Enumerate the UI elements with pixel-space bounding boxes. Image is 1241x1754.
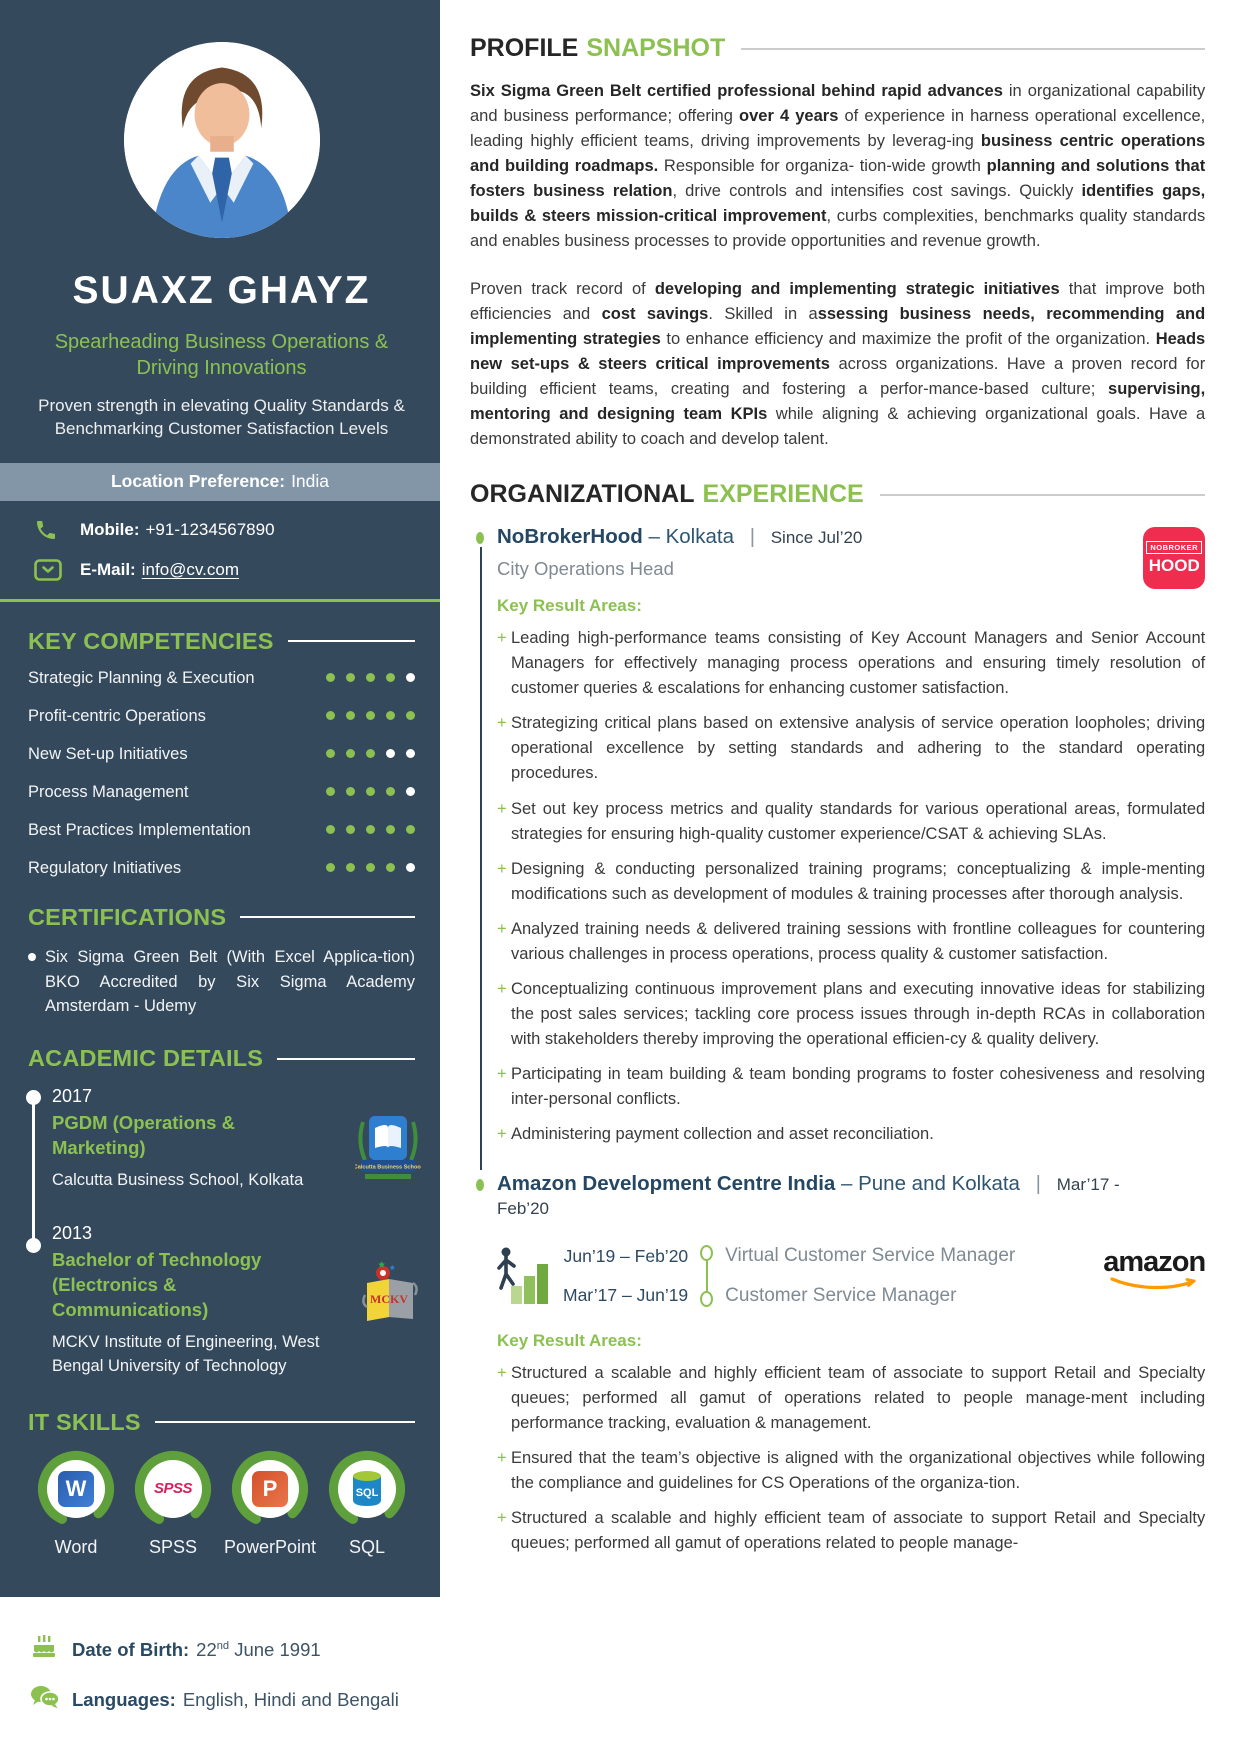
bullet-text: Conceptualizing continuous improvement plans and executing innovative ideas for stabilizing the post sales services; tackling core process issues through in-depth RCAs in collaboration with stakeholders thereby improving the operational efficien-cy & quality delivery.	[511, 980, 1206, 1049]
bullet-text: Structured a scalable and highly efficient team of associate to support Retail and Specialty queues; performed all gamut of operations related to people manage-	[511, 1508, 1206, 1552]
profile-paragraph-1: Six Sigma Green Belt certified professional behind rapid advances in organizational capability and business performance; offering over 4 years of experience in harness operational excellence, leading highly efficient teams, driving improvements by leverag-ing business centric operations and building roadmaps. Responsible for organiza- tion-wide growth planning and solutions that fosters business relation, drive controls and intensifies cost savings. Quickly identifies gaps, builds & steers mission-critical improvement, curbs complexities, benchmarks quality standards and enables business processes to provide opportunities and revenue growth.	[470, 82, 1206, 251]
kra-bullet	[497, 797, 1205, 847]
phone-icon	[34, 517, 64, 543]
sql-icon	[338, 1460, 396, 1518]
kra-bullet	[497, 1062, 1205, 1112]
academic-school: MCKV Institute of Engineering, West Bengal University of Technology	[52, 1332, 320, 1375]
career-growth-icon	[497, 1238, 551, 1315]
main-column	[440, 0, 1241, 1754]
contact-block	[34, 517, 415, 583]
it-skills-header	[28, 1409, 415, 1436]
separator: |	[1035, 1171, 1041, 1195]
plus-bullet-icon: +	[497, 799, 507, 818]
key-result-areas-label: Key Result Areas:	[497, 596, 642, 616]
skill-label: Word	[54, 1536, 98, 1557]
academic-year: 2013	[52, 1222, 93, 1243]
svg-text:SQL: SQL	[355, 1486, 379, 1499]
timeline-dot	[26, 1090, 41, 1105]
job-period: Since Jul’20	[770, 528, 863, 548]
kra-bullet	[497, 626, 1205, 701]
plus-bullet-icon: +	[497, 714, 507, 733]
location-value: India	[291, 471, 330, 492]
candidate-name: SUAXZ GHAYZ	[72, 269, 371, 312]
competency-row	[28, 669, 415, 688]
academic-item	[52, 1223, 415, 1379]
kra-bullet	[497, 977, 1205, 1052]
languages-row	[30, 1684, 430, 1715]
plus-bullet-icon: +	[497, 1363, 507, 1382]
nobrokerhood-logo: NOBROKER HOOD	[1143, 527, 1205, 589]
location-preference-bar	[0, 463, 440, 501]
connector-circle-icon	[700, 1291, 713, 1307]
role-connector	[700, 1245, 713, 1307]
company-location: – Pune and Kolkata	[841, 1171, 1020, 1195]
envelope-icon	[34, 557, 64, 583]
kra-bullet	[497, 1506, 1205, 1556]
job-amazon	[470, 1172, 1205, 1557]
skill-label: PowerPoint	[223, 1536, 317, 1557]
kra-bullet	[497, 1122, 1205, 1147]
header-rule	[240, 916, 415, 918]
plus-bullet-icon: +	[497, 980, 507, 999]
competency-row	[28, 859, 415, 878]
company-name: NoBrokerHood	[497, 525, 643, 549]
plus-bullet-icon: +	[497, 1508, 507, 1527]
key-result-areas-list	[497, 1361, 1205, 1557]
competency-rating-dots	[315, 859, 415, 877]
competency-rating-dots	[315, 783, 415, 801]
competency-label: Best Practices Implementation	[28, 820, 251, 839]
mobile-row	[34, 517, 415, 543]
chat-bubbles-icon	[30, 1684, 60, 1715]
organizational-experience-header	[470, 480, 1205, 509]
skill-label: SQL	[348, 1536, 386, 1557]
sidebar-divider	[0, 599, 440, 602]
bullet-text: Set out key process metrics and quality standards for various operational areas, formulated strategies for ensuring high-quality customer experience/CSAT & achieving SLAs.	[511, 799, 1206, 843]
profile-heading-dark: PROFILE	[470, 34, 579, 62]
dob-value: 22nd June 1991	[196, 1638, 321, 1660]
academic-school: Calcutta Business School, Kolkata	[52, 1171, 304, 1190]
plus-bullet-icon: +	[497, 629, 507, 648]
academic-degree: PGDM (Operations & Marketing)	[52, 1112, 235, 1159]
dob-row	[30, 1633, 430, 1666]
email-link[interactable]: info@cv.com	[141, 559, 239, 579]
timeline-rail	[480, 547, 482, 1169]
competency-rating-dots	[315, 669, 415, 687]
bullet-text: Analyzed training needs & delivered training sessions with frontline colleagues for countering various challenges in process operations, process quality & customer satisfaction.	[511, 919, 1206, 963]
dob-label: Date of Birth:	[72, 1638, 190, 1660]
competency-rating-dots	[315, 821, 415, 839]
skill-powerpoint	[222, 1450, 318, 1558]
plus-bullet-icon: +	[497, 919, 507, 938]
skill-sql	[319, 1450, 415, 1558]
company-name: Amazon Development Centre India	[497, 1171, 836, 1195]
company-line	[497, 1172, 1125, 1220]
languages-label: Languages:	[72, 1688, 176, 1710]
role-title: Virtual Customer Service Manager	[725, 1245, 1016, 1266]
mckv-logo	[359, 1261, 421, 1328]
languages-value: English, Hindi and Bengali	[182, 1688, 399, 1710]
bullet-text: Designing & conducting personalized training programs; conceptualizing & imple-menting modifications such as development of modules & training processes after thorough analysis.	[511, 859, 1206, 903]
job-header	[497, 525, 1205, 580]
mobile-value: +91-1234567890	[145, 519, 275, 539]
job-role: City Operations Head	[497, 558, 674, 580]
location-label: Location Preference:	[110, 471, 286, 492]
it-skills-list	[28, 1450, 415, 1558]
key-competencies-header	[28, 628, 415, 655]
plus-bullet-icon: +	[497, 859, 507, 878]
company-line	[497, 525, 1125, 549]
skill-word	[28, 1450, 124, 1558]
kra-bullet	[497, 1361, 1205, 1436]
job-header	[497, 1172, 1205, 1220]
avatar-illustration	[124, 42, 320, 238]
role-period: Jun’19 – Feb’20	[563, 1246, 689, 1266]
profile-photo-wrap	[28, 42, 415, 243]
plus-bullet-icon: +	[497, 1065, 507, 1084]
bullet-text: Structured a scalable and highly efficient team of associate to support Retail and Specialty queues; performed all gamut of operations related to people manage-ment including performance tracking, evaluation & management.	[511, 1363, 1206, 1432]
academic-details-title: ACADEMIC DETAILS	[28, 1045, 264, 1072]
profile-snapshot-header	[470, 34, 1205, 63]
spss-icon: SPSS	[144, 1460, 202, 1518]
left-column	[0, 0, 440, 1754]
kra-bullet	[497, 1446, 1205, 1496]
competency-list	[28, 669, 415, 878]
key-result-areas-label: Key Result Areas:	[497, 1330, 642, 1350]
profile-paragraph-2: Proven track record of developing and implementing strategic initiatives that improve both efficiencies and cost savings. Skilled in assessing business needs, recommending and implementing strategies to enhance efficiency and maximize the profit of the organization. Heads new set-ups & steers critical improvements across organizations. Have a proven record for building efficient teams, creating and fostering a perfor-mance-based culture; supervising, mentoring and designing team KPIs while aligning & achieving organizational goals. Have a demonstrated ability to coach and develop talent.	[470, 279, 1206, 449]
academic-item	[52, 1086, 421, 1193]
avatar	[124, 42, 320, 238]
competency-row	[28, 745, 415, 764]
bullet-text: Administering payment collection and asset reconciliation.	[511, 1125, 934, 1144]
svg-text:Calcutta Business School: Calcutta Business School	[355, 1164, 421, 1171]
competency-label: Profit-centric Operations	[28, 706, 206, 725]
timeline-dot	[476, 1179, 484, 1191]
header-rule	[880, 494, 1206, 496]
bullet-text: Participating in team building & team bonding programs to foster cohesiveness and resolving inter-personal conflicts.	[511, 1065, 1206, 1109]
competency-label: Process Management	[28, 782, 189, 801]
experience-heading-dark: ORGANIZATIONAL	[470, 480, 695, 509]
kra-bullet	[497, 711, 1205, 786]
connector-circle-icon	[700, 1245, 713, 1261]
powerpoint-icon: P	[241, 1460, 299, 1518]
experience-heading-green: EXPERIENCE	[702, 480, 864, 509]
certifications-title: CERTIFICATIONS	[28, 903, 227, 930]
role-dates	[563, 1246, 688, 1306]
subtitle: Proven strength in elevating Quality Standards & Benchmarking Customer Satisfaction Levels	[38, 396, 405, 438]
word-icon: W	[47, 1460, 105, 1518]
competency-row	[28, 783, 415, 802]
job-nobrokerhood	[470, 525, 1205, 1147]
kra-bullet	[497, 857, 1205, 907]
bullet-text: Leading high-performance teams consisting of Key Account Managers and Senior Account Managers for effectively managing process operations and ensuring timely resolution of customer queries & escalations for enhancing customer satisfaction.	[511, 629, 1206, 698]
skill-label: SPSS	[148, 1536, 198, 1557]
academic-details-header	[28, 1045, 415, 1072]
it-skills-title: IT SKILLS	[28, 1408, 141, 1435]
sidebar	[0, 0, 440, 1597]
kra-bullet	[497, 917, 1205, 967]
header-rule	[288, 640, 415, 642]
personal-info-section	[0, 1597, 440, 1754]
skill-spss	[125, 1450, 221, 1558]
bullet-text: Ensured that the team’s objective is aligned with the organizational objectives while following the compliance and guidelines for CS Operations of the organiza-tion.	[511, 1448, 1206, 1492]
connector-line	[706, 1261, 708, 1291]
mobile-label: Mobile:	[80, 519, 140, 539]
competency-label: Regulatory Initiatives	[28, 858, 182, 877]
role-title: Customer Service Manager	[725, 1285, 957, 1306]
header-rule	[277, 1058, 415, 1060]
academic-year: 2017	[52, 1086, 93, 1107]
bullet-text: Strategizing critical plans based on extensive analysis of service operation loopholes; driving operational excellence by setting standards and adhering to the standard operating procedures.	[511, 714, 1206, 783]
timeline-dot	[26, 1238, 41, 1253]
academic-timeline	[28, 1086, 421, 1379]
profile-heading-green: SNAPSHOT	[586, 34, 726, 62]
competency-label: New Set-up Initiatives	[28, 744, 188, 763]
competency-label: Strategic Planning & Execution	[28, 668, 255, 687]
plus-bullet-icon: +	[497, 1448, 507, 1467]
birthday-cake-icon	[30, 1633, 60, 1666]
email-label: E-Mail:	[80, 559, 136, 579]
amazon-roles-block	[497, 1238, 1205, 1315]
header-rule	[741, 48, 1205, 50]
separator: |	[749, 525, 756, 549]
competency-rating-dots	[315, 745, 415, 763]
company-location: – Kolkata	[648, 525, 734, 549]
timeline-line	[32, 1098, 35, 1250]
competency-row	[28, 821, 415, 840]
timeline-dot	[476, 532, 484, 544]
plus-bullet-icon: +	[497, 1125, 507, 1144]
header-rule	[155, 1421, 415, 1423]
competency-row	[28, 707, 415, 726]
certifications-header	[28, 904, 415, 931]
competency-rating-dots	[315, 707, 415, 725]
certification-item: Six Sigma Green Belt (With Excel Applica-tion) BKO Accredited by Six Sigma Academy Amsterdam - Udemy	[28, 945, 415, 1019]
calcutta-business-school-logo	[355, 1112, 421, 1191]
amazon-smile-icon	[1108, 1277, 1200, 1291]
email-row	[34, 557, 415, 583]
key-result-areas-list	[497, 626, 1205, 1147]
key-competencies-title: KEY COMPETENCIES	[28, 627, 274, 654]
svg-text:MCKV: MCKV	[370, 1291, 408, 1306]
role-period: Mar’17 – Jun’19	[563, 1285, 689, 1305]
job-period: Mar’17 - Feb’20	[497, 1174, 1120, 1218]
academic-degree: Bachelor of Technology (Electronics & Communications)	[52, 1248, 262, 1320]
role-titles	[725, 1245, 1015, 1307]
tagline: Spearheading Business Operations & Driving Innovations	[54, 331, 389, 379]
amazon-logo: amazon	[1103, 1248, 1205, 1296]
